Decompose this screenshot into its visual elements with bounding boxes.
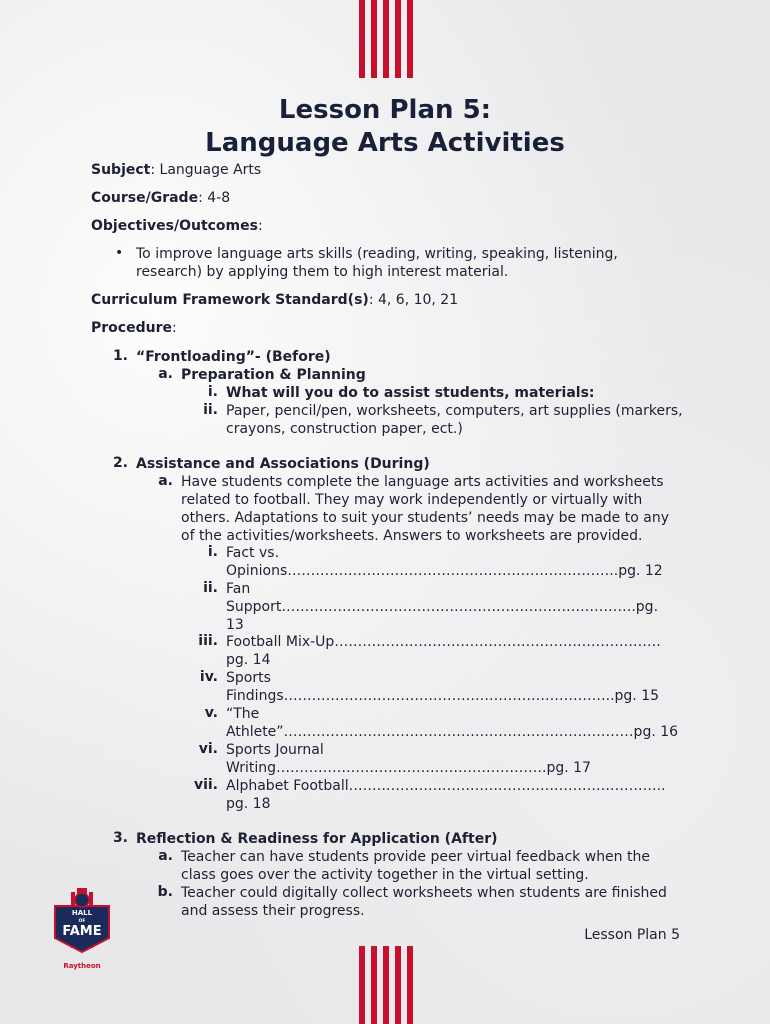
step1-ii-line-1: Paper, pencil/pen, worksheets, computers, art supplies (markers, (226, 403, 683, 419)
step2-a-number: a. (158, 473, 173, 489)
page-title (0, 94, 770, 160)
course-line (91, 189, 230, 207)
worksheet-v (226, 705, 678, 741)
worksheet-vii-line-1: Alphabet Football………………………………………………………….. (226, 778, 666, 794)
objectives-text-line-2: research) by applying them to high interest material. (136, 264, 509, 280)
worksheet-iv (226, 669, 659, 705)
worksheet-iii (226, 633, 661, 669)
worksheet-iii-line-1: Football Mix-Up……………………………………………………………. (226, 634, 661, 650)
hall-of-fame-logo (52, 888, 112, 972)
step1-title: “Frontloading”- (Before) (136, 349, 331, 365)
step3-b-number: b. (157, 884, 173, 900)
step3-title: Reflection & Readiness for Application (After) (136, 831, 498, 847)
top-stripes (359, 0, 413, 78)
step2-a-line-3: others. Adaptations to suit your students’ needs may be made to any (181, 510, 669, 526)
subject-line (91, 161, 261, 179)
step1-i-text: What will you do to assist students, materials: (226, 385, 595, 401)
worksheet-i-line-2: Opinions……………………………………………………………..pg. 12 (226, 563, 663, 579)
subject-label: Subject (91, 162, 151, 178)
procedure-label: Procedure (91, 320, 172, 336)
bottom-stripes (359, 946, 413, 1024)
step3-number: 3. (112, 830, 128, 846)
step2-title: Assistance and Associations (During) (136, 456, 430, 472)
step2-a-line-1: Have students complete the language arts activities and worksheets (181, 474, 664, 490)
logo-text-hall: HALL (71, 909, 93, 917)
step2-a-text (181, 473, 669, 545)
worksheet-vii (226, 777, 666, 813)
worksheet-v-number: v. (204, 705, 218, 721)
worksheet-vii-number: vii. (193, 777, 218, 793)
step1-number: 1. (112, 348, 128, 364)
logo-text-of: OF (78, 919, 86, 924)
step3-a-number: a. (158, 848, 173, 864)
step3-a-line-2: class goes over the activity together in the virtual setting. (181, 867, 589, 883)
course-label: Course/Grade (91, 190, 199, 206)
worksheet-vi-line-1: Sports Journal (226, 742, 324, 758)
worksheet-i-number: i. (207, 544, 218, 560)
title-line-1: Lesson Plan 5: (278, 95, 492, 125)
step1-ii-number: ii. (203, 402, 218, 418)
step3-b-line-2: and assess their progress. (181, 903, 365, 919)
logo-text-sponsor: Raytheon (63, 962, 101, 970)
step2-number: 2. (112, 455, 128, 471)
worksheet-vi (226, 741, 591, 777)
worksheet-ii (226, 580, 658, 634)
step3-a-text (181, 848, 650, 884)
step3-b-line-1: Teacher could digitally collect worksheets when students are finished (181, 885, 667, 901)
objectives-text-line-1: To improve language arts skills (reading, writing, speaking, listening, (136, 246, 618, 262)
worksheet-iv-line-1: Sports (226, 670, 271, 686)
worksheet-v-line-1: “The (226, 706, 260, 722)
step1-ii-line-2: crayons, construction paper, ect.) (226, 421, 463, 437)
step1-i-number: i. (207, 384, 218, 400)
worksheet-v-line-2: Athlete”…………………………………………………………………pg. 16 (226, 724, 679, 740)
worksheet-iv-line-2: Findings……………………………………………………………..pg. 15 (226, 688, 660, 704)
title-line-2: Language Arts Activities (205, 128, 565, 158)
step3-b-text (181, 884, 667, 920)
worksheet-ii-number: ii. (203, 580, 218, 596)
worksheet-iii-number: iii. (198, 633, 218, 649)
step1-a-number: a. (158, 366, 173, 382)
worksheet-ii-line-1: Fan (226, 581, 251, 597)
objectives-heading (91, 217, 263, 235)
objectives-bullet: • (115, 245, 124, 261)
standard-line (91, 291, 458, 309)
step1-ii-text (226, 402, 683, 438)
page-footer: Lesson Plan 5 (584, 927, 680, 943)
worksheet-ii-line-2: Support………………………………………………………………….pg. (226, 599, 659, 615)
procedure-colon: : (171, 320, 177, 336)
objectives-label: Objectives/Outcomes (91, 218, 258, 234)
step2-a-line-4: of the activities/worksheets. Answers to worksheets are provided. (181, 528, 643, 544)
worksheet-iv-number: iv. (199, 669, 218, 685)
worksheet-vi-number: vi. (198, 741, 218, 757)
subject-value: : Language Arts (150, 162, 262, 178)
worksheet-vi-line-2: Writing………………………………………………….pg. 17 (226, 760, 591, 776)
step2-a-line-2: related to football. They may work independently or virtually with (181, 492, 643, 508)
procedure-heading (91, 319, 177, 337)
worksheet-vii-line-2: pg. 18 (226, 796, 271, 812)
course-value: : 4-8 (198, 190, 231, 206)
objectives-text (136, 245, 618, 281)
standard-label: Curriculum Framework Standard(s) (91, 292, 369, 308)
standard-value: : 4, 6, 10, 21 (368, 292, 459, 308)
worksheet-i (226, 544, 663, 580)
step1-a-title: Preparation & Planning (181, 367, 366, 383)
logo-text-fame: FAME (62, 924, 102, 939)
worksheet-ii-line-3: 13 (226, 617, 244, 633)
worksheet-i-line-1: Fact vs. (226, 545, 280, 561)
objectives-colon: : (257, 218, 263, 234)
step3-a-line-1: Teacher can have students provide peer virtual feedback when the (181, 849, 650, 865)
worksheet-iii-line-2: pg. 14 (226, 652, 271, 668)
